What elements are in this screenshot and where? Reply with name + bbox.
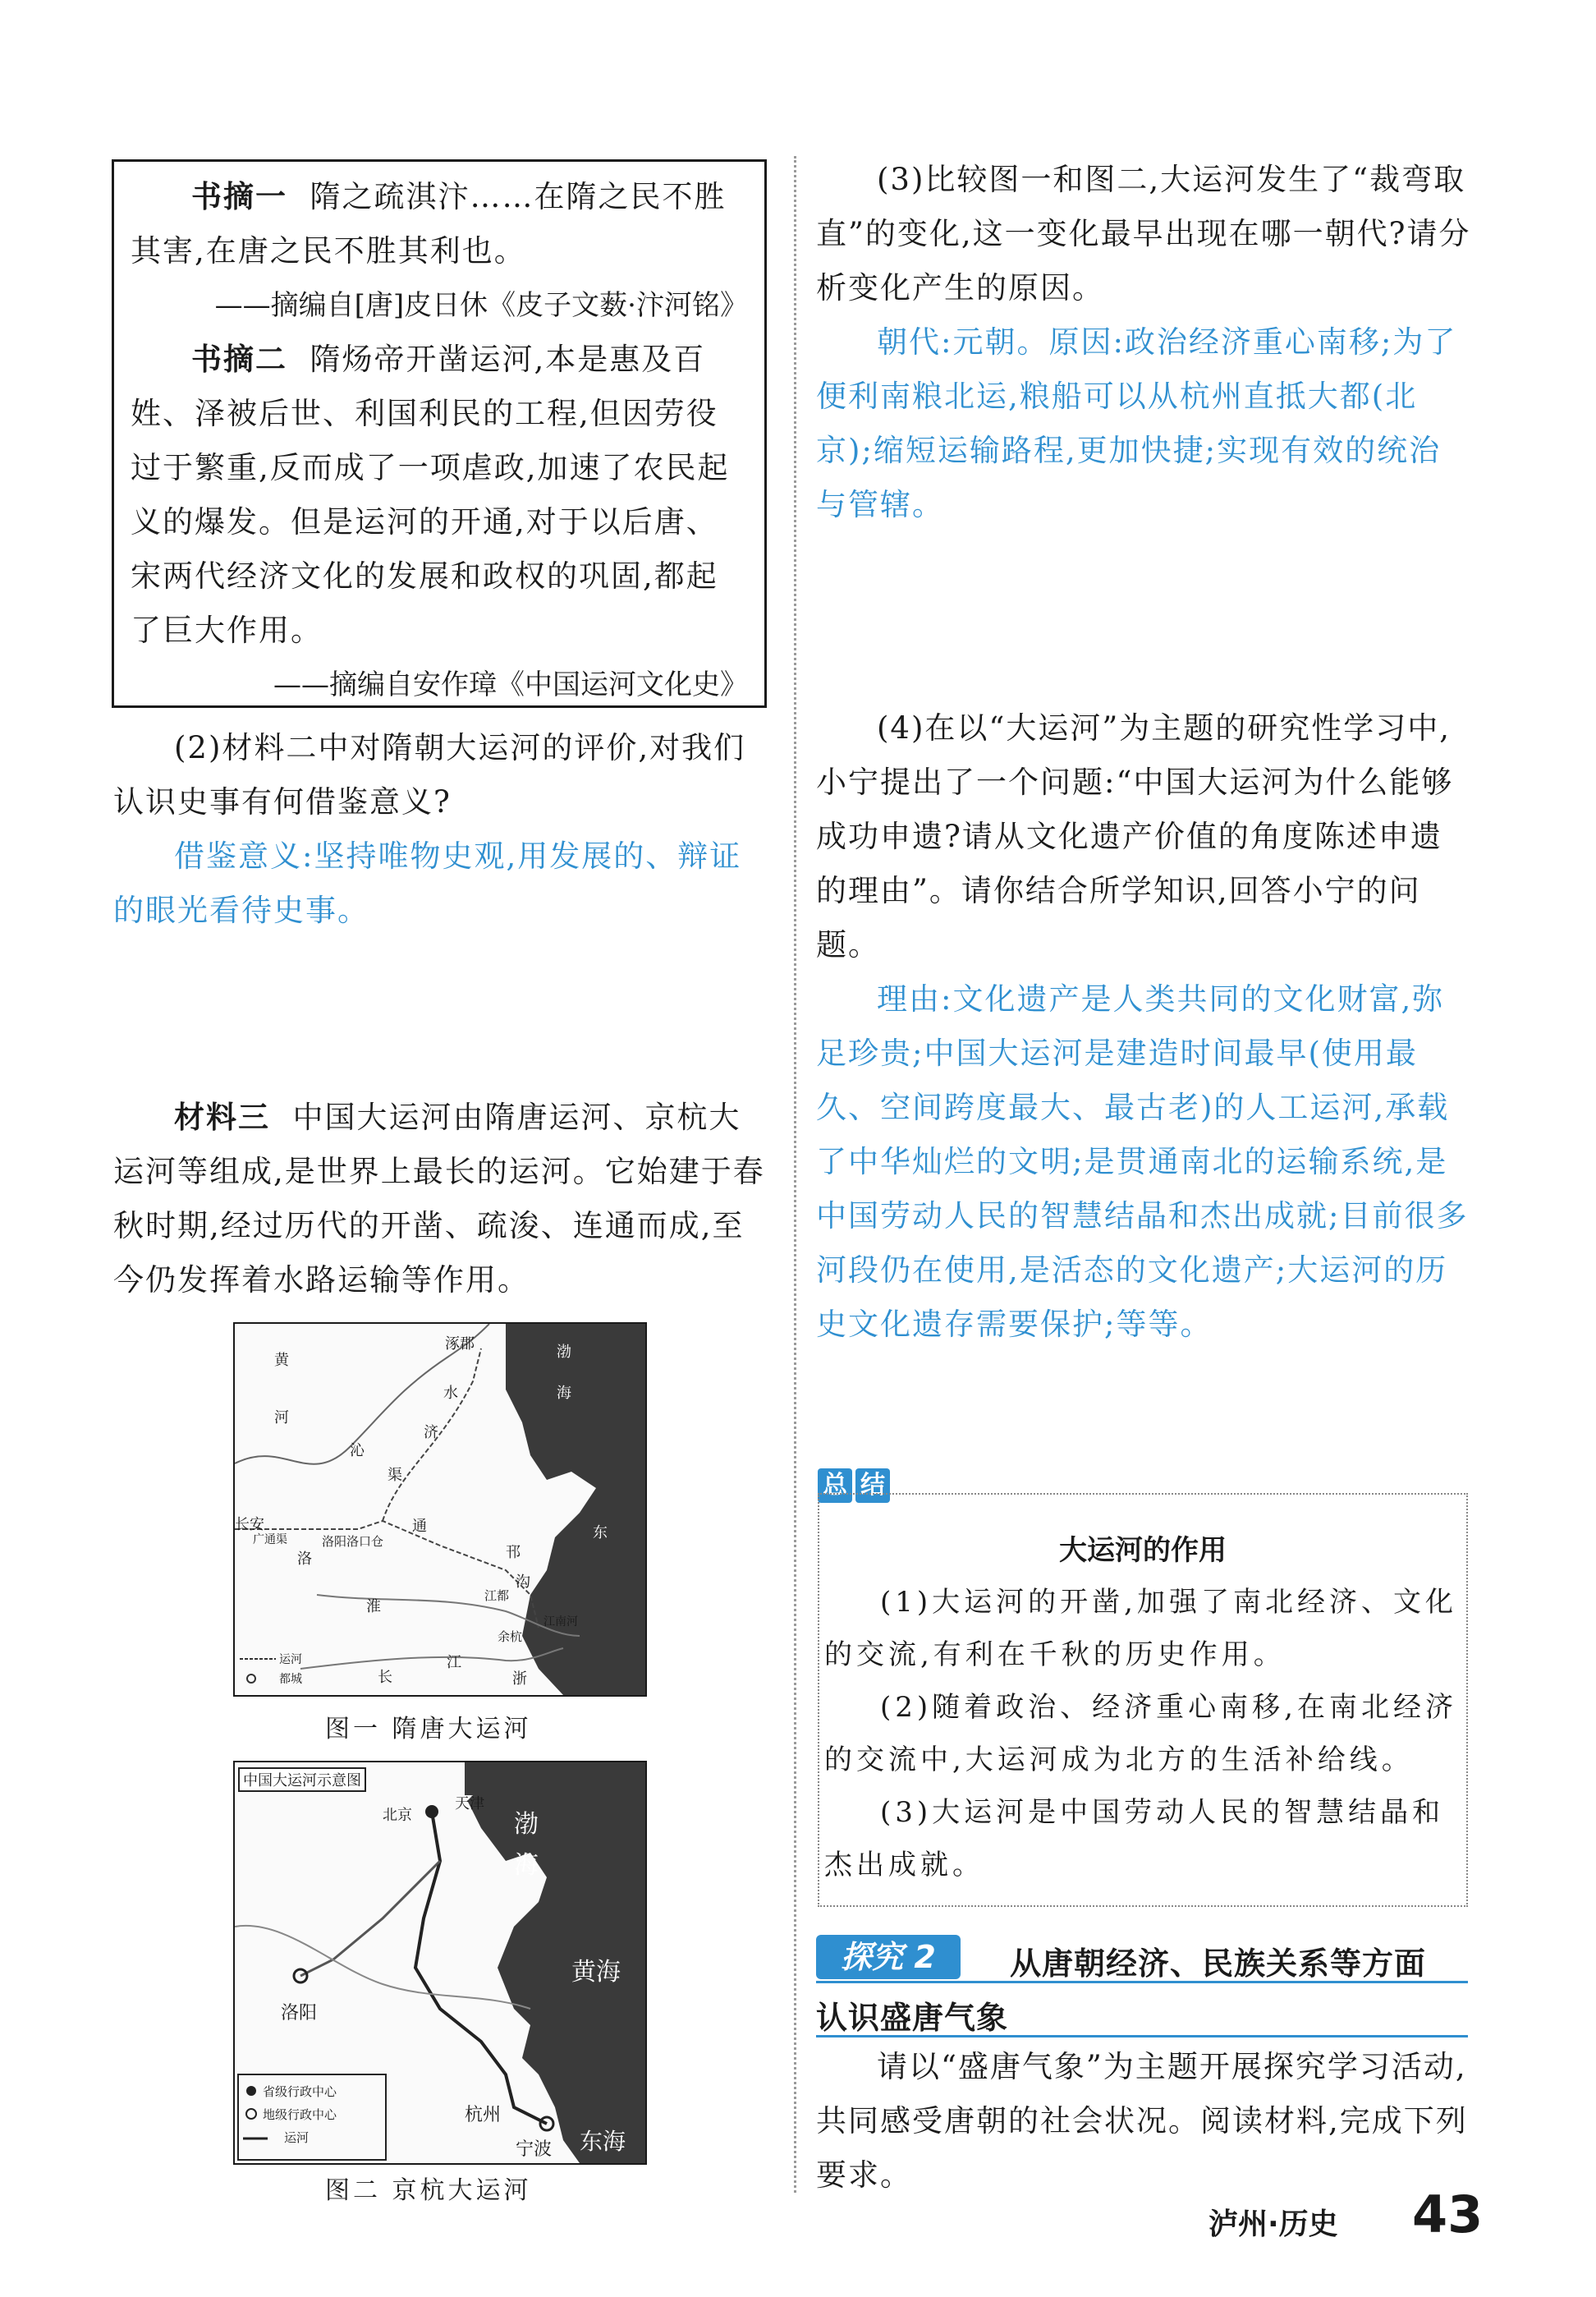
map2-beijing-symbol [425,1805,438,1818]
map1-label-guangtongqu: 广通渠 [253,1533,287,1546]
summary-title: 大运河的作用 [1059,1534,1227,1567]
excerpt-box [112,159,767,708]
map1-yangtze [300,1648,563,1669]
map1-sea [506,1324,645,1695]
explore-title-line1: 从唐朝经济、民族关系等方面 [1010,1946,1427,1982]
material3-text: 中国大运河由隋唐运河、京杭大运河等组成,是世界上最长的运河。它始建于春秋时期,经过历代的开凿、疏浚、连通而成,至今仍发挥着水路运输等作用。 [113,1100,765,1298]
excerpt-two-text: 隋炀帝开凿运河,本是惠及百姓、泽被后世、利国利民的工程,但因劳役过于繁重,反而成了一项虐政,加速了农民起义的爆发。但是运河的开通,对于以后唐、宋两代经济文化的发展和政权的巩固,都起了巨大作用。 [131,342,730,648]
explore-title-line2: 认识盛唐气象 [816,2000,1009,2036]
map1-label-dong: 东 [593,1524,608,1541]
map2-title: 中国大运河示意图 [238,1767,366,1792]
map2-label-ningbo: 宁波 [516,2139,553,2160]
q3-block [816,153,1473,532]
excerpt-two-title: 书摘二 [191,342,287,377]
map2-label-bo: 渤 [514,1810,539,1839]
excerpt-two [131,333,748,658]
material3-title: 材料三 [174,1100,270,1135]
summary-point-1: (1)大运河的开凿,加强了南北经济、文化的交流,有利在千秋的历史作用。 [824,1586,1457,1671]
explore-block [816,2040,1473,2203]
q2-block [113,721,770,938]
excerpt-one-source: ——摘编自[唐]皮日休《皮子文薮·汴河铭》 [214,289,748,322]
map1-label-gou: 沟 [516,1573,530,1591]
map1-label-luoyang: 洛阳洛口仓 [322,1534,384,1549]
map2-legend-province: 省级行政中心 [263,2084,337,2099]
q3-question: (3)比较图一和图二,大运河发生了“裁弯取直”的变化,这一变化最早出现在哪一朝代?请分析变化产生的原因。 [816,162,1471,306]
q2-question: (2)材料二中对隋朝大运河的评价,对我们认识史事有何借鉴意义? [113,730,746,820]
summary-point-2: (2)随着政治、经济重心南移,在南北经济的交流中,大运河成为北方的生活补给线。 [824,1691,1457,1776]
map1-label-jiangdu: 江都 [484,1588,510,1603]
map1-label-zhe: 浙 [512,1670,527,1688]
footer-label: 泸州·历史 [1208,2207,1338,2241]
map2-label-donghai: 东海 [580,2128,626,2155]
map-sui-tang-canal [233,1322,647,1697]
map1-label-zhuojun: 涿郡 [445,1335,475,1353]
explore-underline-2 [816,2035,1468,2037]
map2-label-tianjin: 天津 [455,1795,484,1812]
map1-label-changan: 长安 [235,1516,264,1533]
map1-label-huai: 淮 [366,1598,381,1615]
explore-tag: 探究 2 [816,1935,961,1979]
map2-label-huanghai: 黄海 [571,1958,621,1987]
map1-caption: 图一 隋唐大运河 [325,1715,532,1743]
excerpt-one [131,170,748,278]
summary-tag-2: 结 [855,1468,890,1503]
explore-underline-1 [816,1981,1468,1983]
map2-legend-canal: 运河 [284,2130,310,2145]
excerpt-one-text: 隋之疏淇汴……在隋之民不胜其害,在唐之民不胜其利也。 [131,179,727,269]
page-number: 43 [1412,2184,1484,2244]
map1-label-yuhang: 余杭 [498,1629,523,1644]
q2-answer: 借鉴意义:坚持唯物史观,用发展的、辩证的眼光看待史事。 [113,838,742,928]
map1-label-jiangnanhe: 江南河 [543,1615,578,1629]
column-divider [794,156,796,2193]
explore-text: 请以“盛唐气象”为主题开展探究学习活动,共同感受唐朝的社会状况。阅读材料,完成下列要求。 [816,2049,1468,2193]
map1-legend-canal: 运河 [279,1653,302,1666]
map1-label-shui: 水 [443,1385,458,1402]
map2-legend-province-symbol [246,2086,256,2096]
map2-label-beijing: 北京 [383,1807,412,1824]
map1-graphic [235,1324,645,1695]
q4-answer: 理由:文化遗产是人类共同的文化财富,弥足珍贵;中国大运河是建造时间最早(使用最久、空间跨度最大、最古老)的人工运河,承载了中华灿烂的文明;是贯通南北的运输系统,是中国劳动人民的智慧结晶和杰出成就;目前很多河段仍在使用,是活态的文化遗产;大运河的历史文化遗存需要保护;等等。 [816,981,1469,1342]
excerpt-two-source: ——摘编自安作璋《中国运河文化史》 [273,668,748,701]
map1-label-huang: 黄 [274,1352,289,1369]
map2-branch [300,1861,440,1976]
q3-answer: 朝代:元朝。原因:政治经济重心南移;为了便利南粮北运,粮船可以从杭州直抵大都(北京);缩短运输路程,更加快捷;实现有效的统治与管辖。 [816,324,1457,522]
map2-yellow-river [235,1926,530,2009]
map1-label-he: 河 [274,1409,289,1426]
q4-block [816,701,1473,1352]
summary-point-3: (3)大运河是中国劳动人民的智慧结晶和杰出成就。 [824,1796,1445,1881]
map1-label-qin: 沁 [350,1442,365,1459]
map1-label-chang: 长 [378,1669,392,1686]
map1-label-hai: 海 [557,1385,571,1402]
map2-label-luoyang: 洛阳 [281,2003,318,2024]
q4-question: (4)在以“大运河”为主题的研究性学习中,小宁提出了一个问题:“中国大运河为什么能够成功申遗?请从文化遗产价值的角度陈述申遗的理由”。请你结合所学知识,回答小宁的问题。 [816,710,1454,962]
map1-label-bo: 渤 [557,1344,571,1361]
map2-caption: 图二 京杭大运河 [325,2176,532,2205]
excerpt-one-title: 书摘一 [191,179,287,214]
map2-label-hangzhou: 杭州 [465,2105,502,2125]
map1-legend-capital: 都城 [279,1673,302,1686]
map1-label-ji: 济 [424,1424,438,1441]
map2-legend-prefecture: 地级行政中心 [263,2107,337,2122]
map1-label-han: 邗 [506,1544,521,1561]
map1-label-qu: 渠 [388,1467,402,1484]
map2-label-hai: 海 [514,1851,539,1880]
map1-label-luo: 洛 [297,1550,312,1568]
summary-tag-1: 总 [818,1468,852,1503]
material3-block [113,1091,770,1307]
map1-legend-capital-symbol [247,1675,255,1683]
map1-label-jiang: 江 [447,1654,461,1671]
map-beijing-hangzhou-canal [233,1761,647,2165]
summary-box [818,1493,1468,1907]
map1-label-tong: 通 [412,1518,427,1535]
